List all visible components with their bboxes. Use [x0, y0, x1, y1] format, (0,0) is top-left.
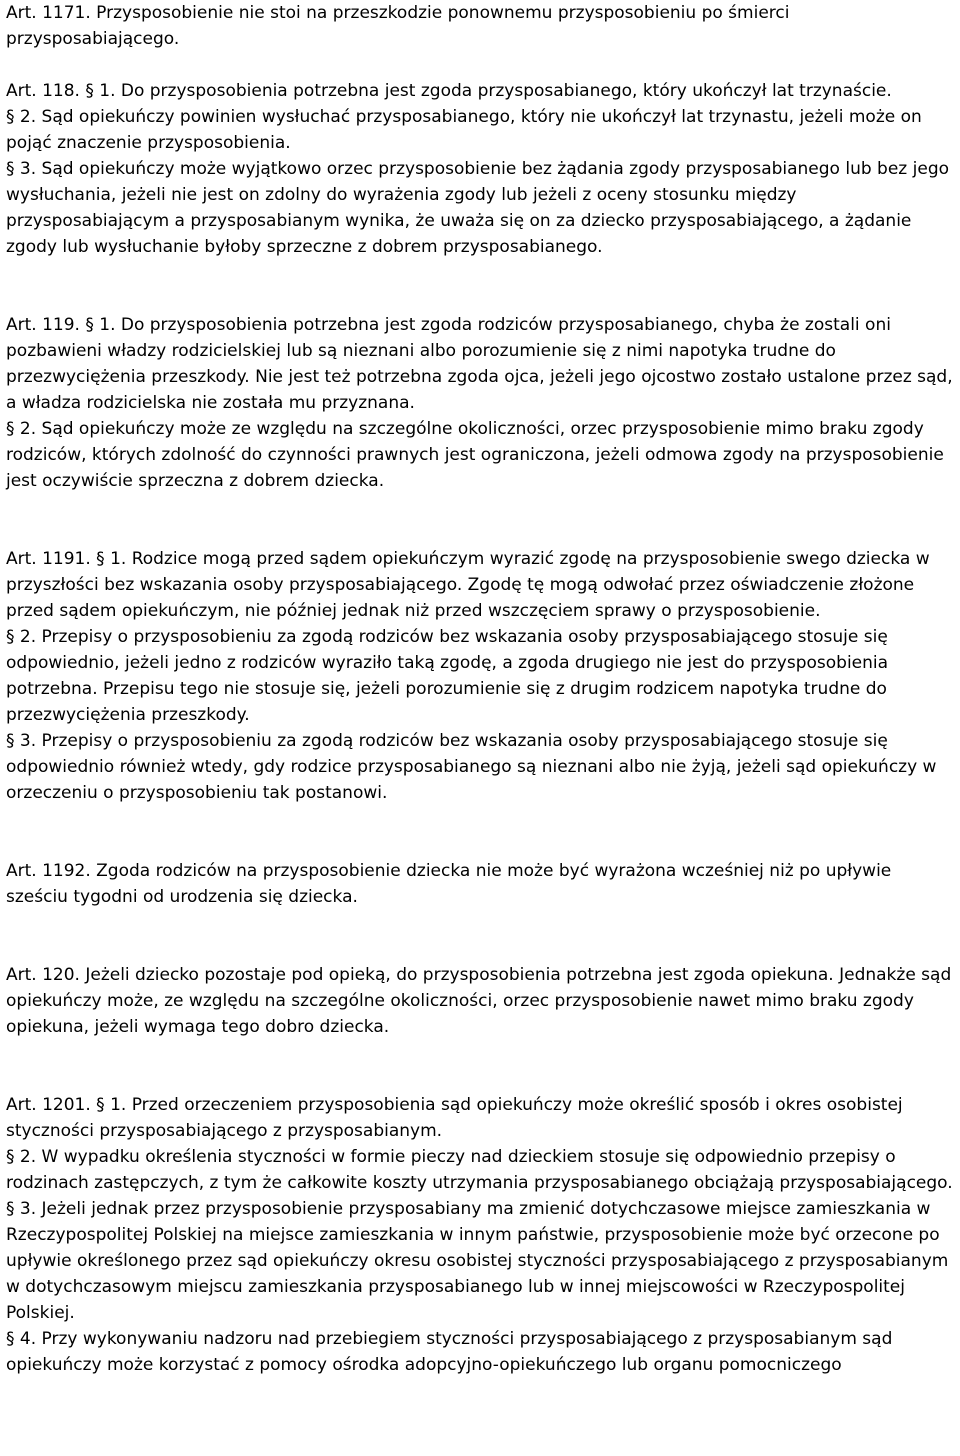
article-paragraph: Art. 1191. § 1. Rodzice mogą przed sądem opiekuńczym wyrazić zgodę na przysposobienie swego dziecka w przyszłości bez wskazania osoby przysposabiającego. Zgodę tę mogą odwołać przez oświadczenie złożone przed sądem opiekuńczym, nie później jednak niż przed wszczęciem sprawy o przysposobienie. [6, 549, 930, 621]
article-paragraph: Art. 1201. § 1. Przed orzeczeniem przysposobienia sąd opiekuńczy może określić sposób i okres osobistej styczności przysposabiającego z przysposabianym. [6, 1095, 903, 1141]
article-1191 [6, 546, 956, 806]
article-paragraph: Art. 118. § 1. Do przysposobienia potrzebna jest zgoda przysposabianego, który ukończył lat trzynaście. [6, 81, 892, 101]
article-1171 [6, 0, 956, 52]
article-1192 [6, 858, 956, 910]
article-paragraph: § 2. Przepisy o przysposobieniu za zgodą rodziców bez wskazania osoby przysposabiającego stosuje się odpowiednio, jeżeli jedno z rodziców wyraziło taką zgodę, a zgoda drugiego nie jest do przysposobienia potrzebna. Przepisu tego nie stosuje się, jeżeli porozumienie się z drugim rodzicem napotyka trudne do przezwyciężenia przeszkody. [6, 627, 889, 725]
article-paragraph: Art. 1192. Zgoda rodziców na przysposobienie dziecka nie może być wyrażona wcześniej niż po upływie sześciu tygodni od urodzenia się dziecka. [6, 861, 892, 907]
article-paragraph: § 2. Sąd opiekuńczy powinien wysłuchać przysposabianego, który nie ukończył lat trzynastu, jeżeli może on pojąć znaczenie przysposobienia. [6, 107, 922, 153]
article-119 [6, 312, 956, 494]
article-paragraph: § 2. W wypadku określenia styczności w formie pieczy nad dzieckiem stosuje się odpowiednio przepisy o rodzinach zastępczych, z tym że całkowite koszty utrzymania przysposabianego obciążają przysposabiającego. [6, 1147, 953, 1193]
article-paragraph: § 3. Sąd opiekuńczy może wyjątkowo orzec przysposobienie bez żądania zgody przysposabianego lub bez jego wysłuchania, jeżeli nie jest on zdolny do wyrażenia zgody lub jeżeli z oceny stosunku między przysposabiającym a przysposabianym wynika, że uważa się on za dziecko przysposabiającego, a żądanie zgody lub wysłuchanie byłoby sprzeczne z dobrem przysposabianego. [6, 159, 950, 257]
article-120 [6, 962, 956, 1040]
article-paragraph: Art. 1171. Przysposobienie nie stoi na przeszkodzie ponownemu przysposobieniu po śmierci przysposabiającego. [6, 3, 790, 49]
article-paragraph: § 4. Przy wykonywaniu nadzoru nad przebiegiem styczności przysposabiającego z przysposabianym sąd opiekuńczy może korzystać z pomocy ośrodka adopcyjno-opiekuńczego lub organu pomocniczego [6, 1329, 893, 1375]
article-paragraph: Art. 120. Jeżeli dziecko pozostaje pod opieką, do przysposobienia potrzebna jest zgoda opiekuna. Jednakże sąd opiekuńczy może, ze względu na szczególne okoliczności, orzec przysposobienie nawet mimo braku zgody opiekuna, jeżeli wymaga tego dobro dziecka. [6, 965, 952, 1037]
article-paragraph: § 3. Jeżeli jednak przez przysposobienie przysposabiany ma zmienić dotychczasowe miejsce zamieszkania w Rzeczypospolitej Polskiej na miejsce zamieszkania w innym państwie, przysposobienie może być orzecone po upływie określonego przez sąd opiekuńczy okresu osobistej styczności przysposabiającego z przysposabianym w dotychczasowym miejscu zamieszkania przysposabianego lub w innej miejscowości w Rzeczypospolitej Polskiej. [6, 1199, 949, 1323]
article-paragraph: Art. 119. § 1. Do przysposobienia potrzebna jest zgoda rodziców przysposabianego, chyba że zostali oni pozbawieni władzy rodzicielskiej lub są nieznani albo porozumienie się z nimi napotyka trudne do przezwyciężenia przeszkody. Nie jest też potrzebna zgoda ojca, jeżeli jego ojcostwo zostało ustalone przez sąd, a władza rodzicielska nie została mu przyznana. [6, 315, 953, 413]
article-1201 [6, 1092, 956, 1378]
article-118 [6, 78, 956, 260]
article-paragraph: § 3. Przepisy o przysposobieniu za zgodą rodziców bez wskazania osoby przysposabiającego stosuje się odpowiednio również wtedy, gdy rodzice przysposabianego są nieznani albo nie żyją, jeżeli sąd opiekuńczy w orzeczeniu o przysposobieniu tak postanowi. [6, 731, 937, 803]
article-paragraph: § 2. Sąd opiekuńczy może ze względu na szczególne okoliczności, orzec przysposobienie mimo braku zgody rodziców, których zdolność do czynności prawnych jest ograniczona, jeżeli odmowa zgody na przysposobienie jest oczywiście sprzeczna z dobrem dziecka. [6, 419, 944, 491]
